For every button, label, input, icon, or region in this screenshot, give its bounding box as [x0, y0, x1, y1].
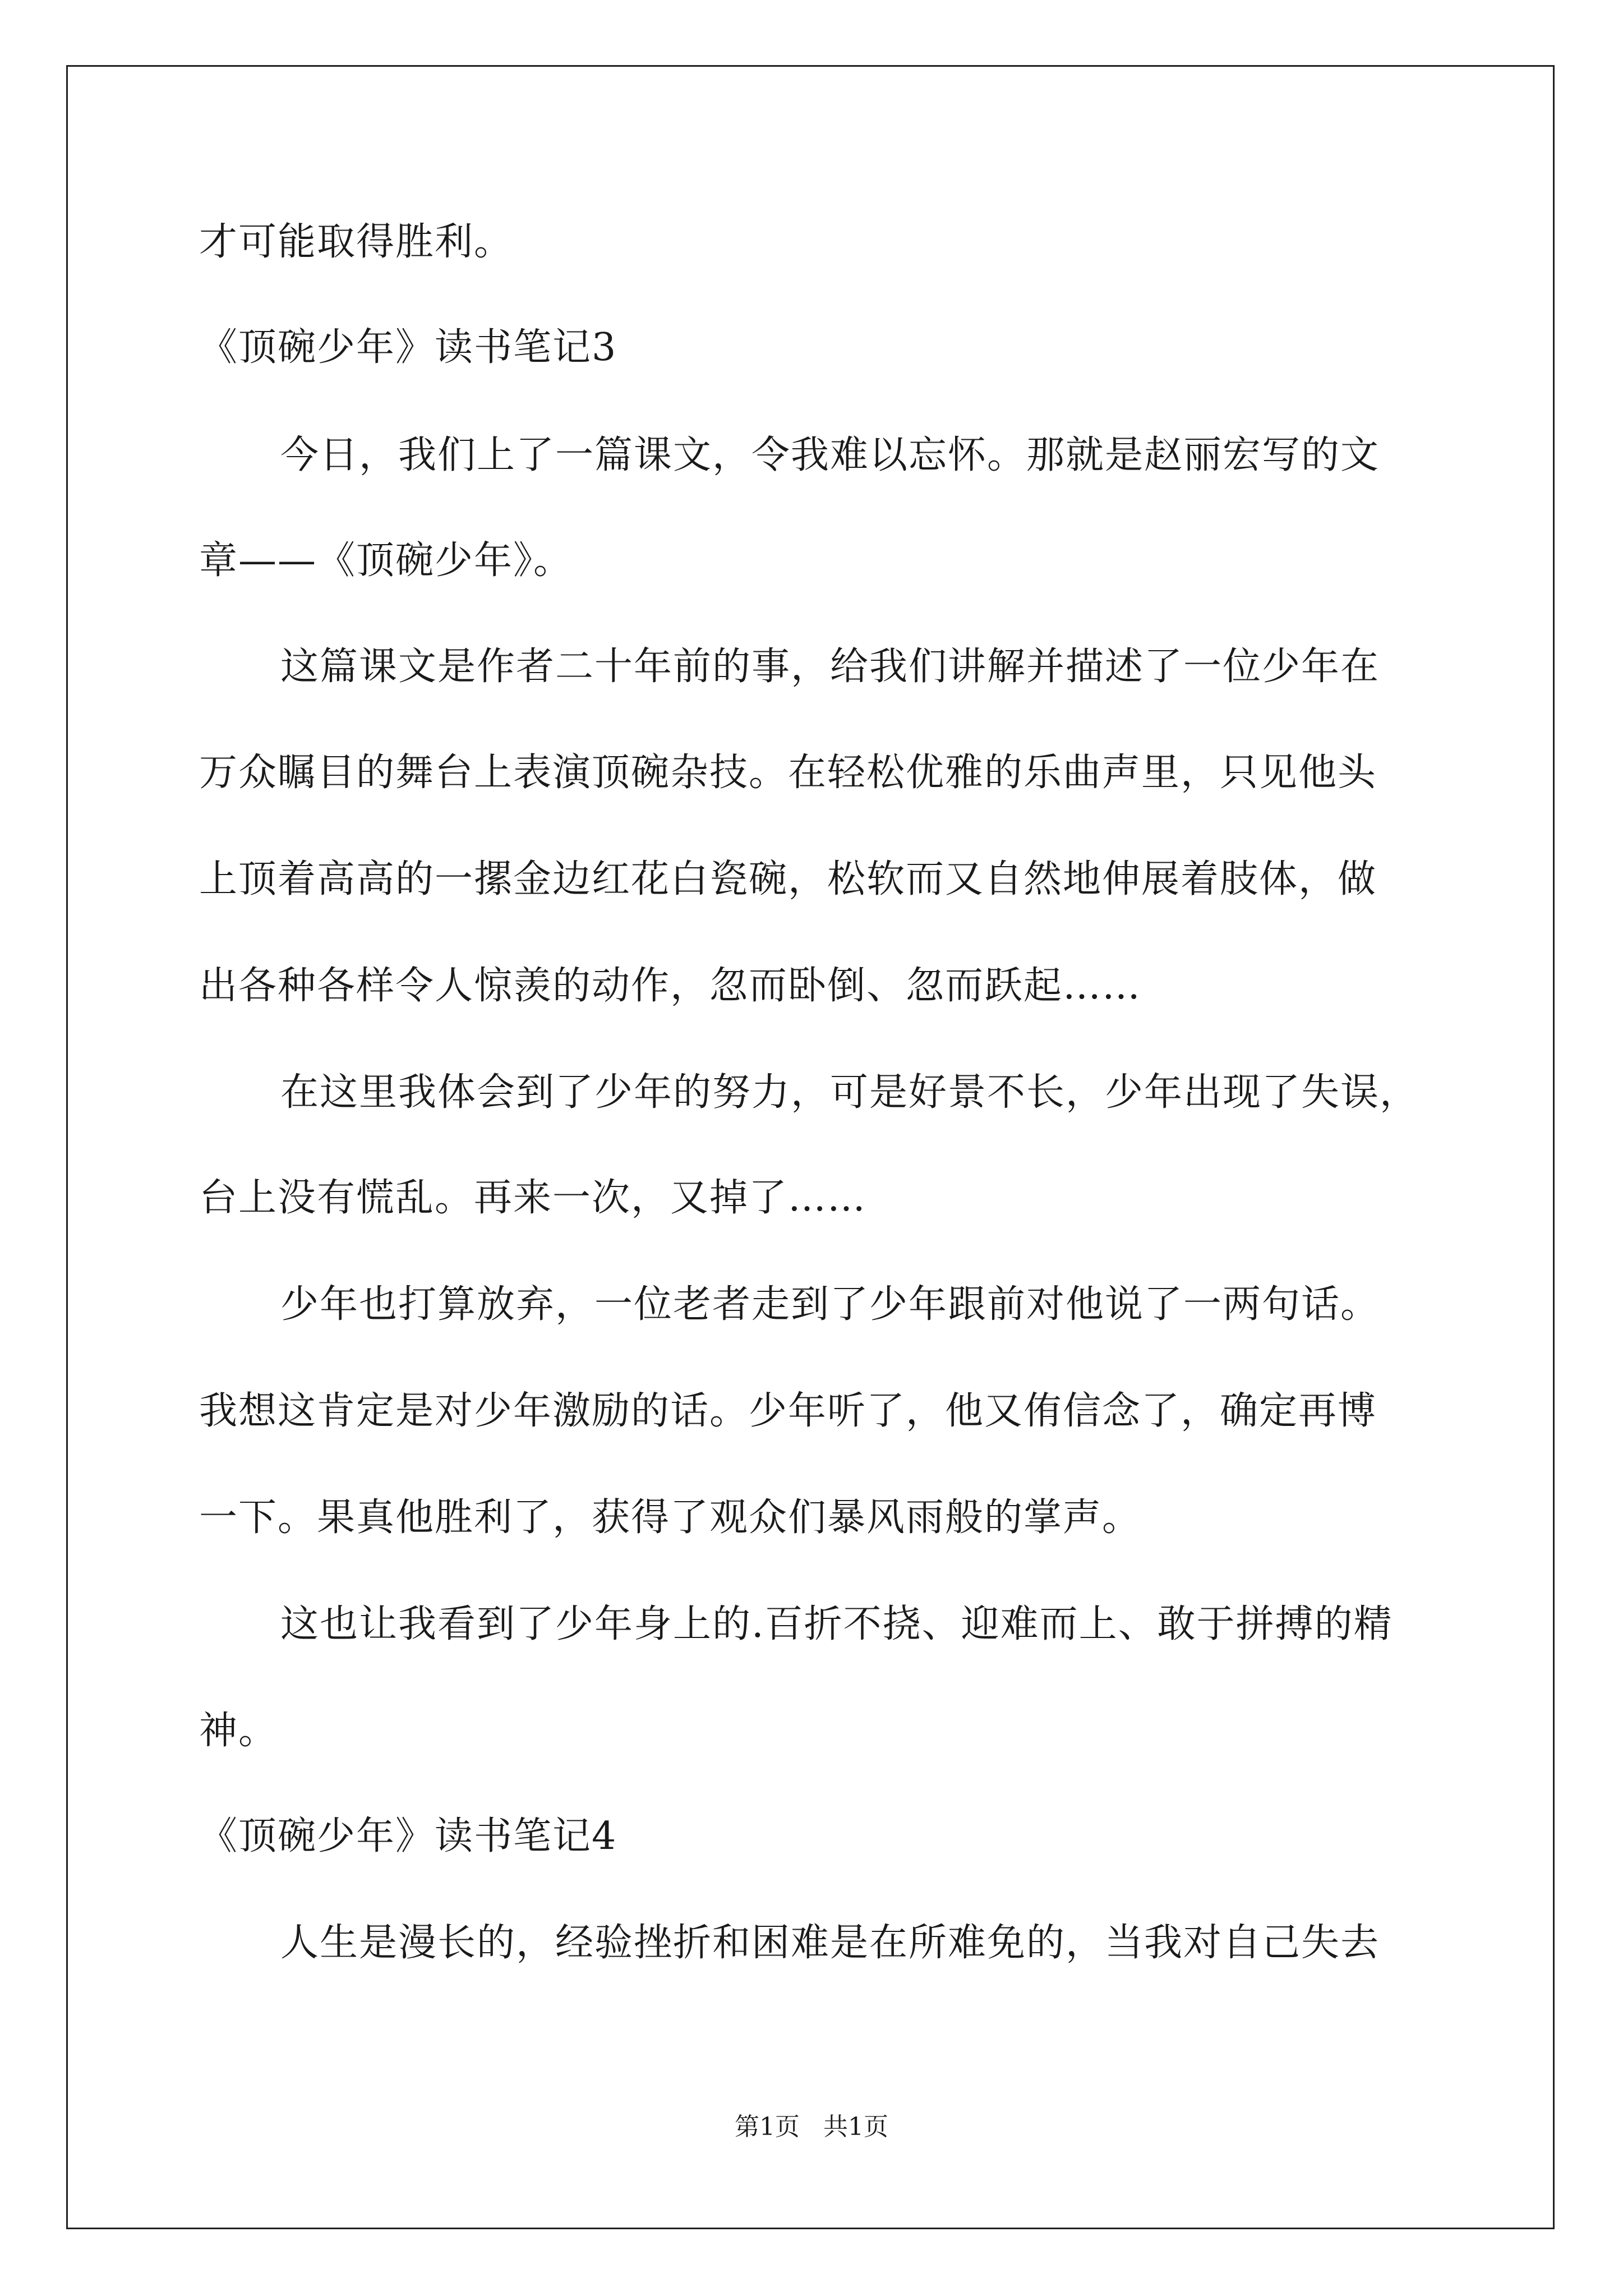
paragraph-line: 我想这肯定是对少年激励的话。少年听了，他又侑信念了，确定再博	[199, 1389, 1377, 1433]
paragraph-line: 出各种各样令人惊羡的动作，忽而卧倒、忽而跃起……	[199, 964, 1142, 1008]
paragraph-line: 上顶着高高的一摞金边红花白瓷碗，松软而又自然地伸展着肢体，做	[199, 857, 1377, 901]
paragraph-line: 神。	[199, 1709, 278, 1753]
page-number-footer: 第1页 共1页	[735, 2113, 888, 2141]
paragraph-line: 在这里我体会到了少年的努力，可是好景不长，少年出现了失误，	[280, 1070, 1419, 1115]
section-heading: 《顶碗少年》读书笔记3	[199, 325, 617, 370]
paragraph-line: 这篇课文是作者二十年前的事，给我们讲解并描述了一位少年在	[280, 645, 1380, 689]
paragraph-line: 今日，我们上了一篇课文，令我难以忘怀。那就是赵丽宏写的文	[280, 433, 1380, 477]
paragraph-line: 少年也打算放弃，一位老者走到了少年跟前对他说了一两句话。	[280, 1282, 1380, 1327]
page-border	[66, 65, 1555, 2229]
paragraph-line: 这也让我看到了少年身上的.百折不挠、迎难而上、敢于拼搏的精	[280, 1602, 1393, 1646]
paragraph-line: 台上没有慌乱。再来一次，又掉了……	[199, 1176, 867, 1220]
paragraph-line: 一下。果真他胜利了，获得了观众们暴风雨般的掌声。	[199, 1496, 1142, 1540]
paragraph-line: 才可能取得胜利。	[199, 220, 514, 264]
paragraph-line: 章——《顶碗少年》。	[199, 539, 573, 583]
section-heading: 《顶碗少年》读书笔记4	[199, 1814, 617, 1858]
paragraph-line: 万众瞩目的舞台上表演顶碗杂技。在轻松优雅的乐曲声里，只见他头	[199, 751, 1377, 795]
paragraph-line: 人生是漫长的，经验挫折和困难是在所难免的，当我对自己失去	[280, 1921, 1380, 1965]
